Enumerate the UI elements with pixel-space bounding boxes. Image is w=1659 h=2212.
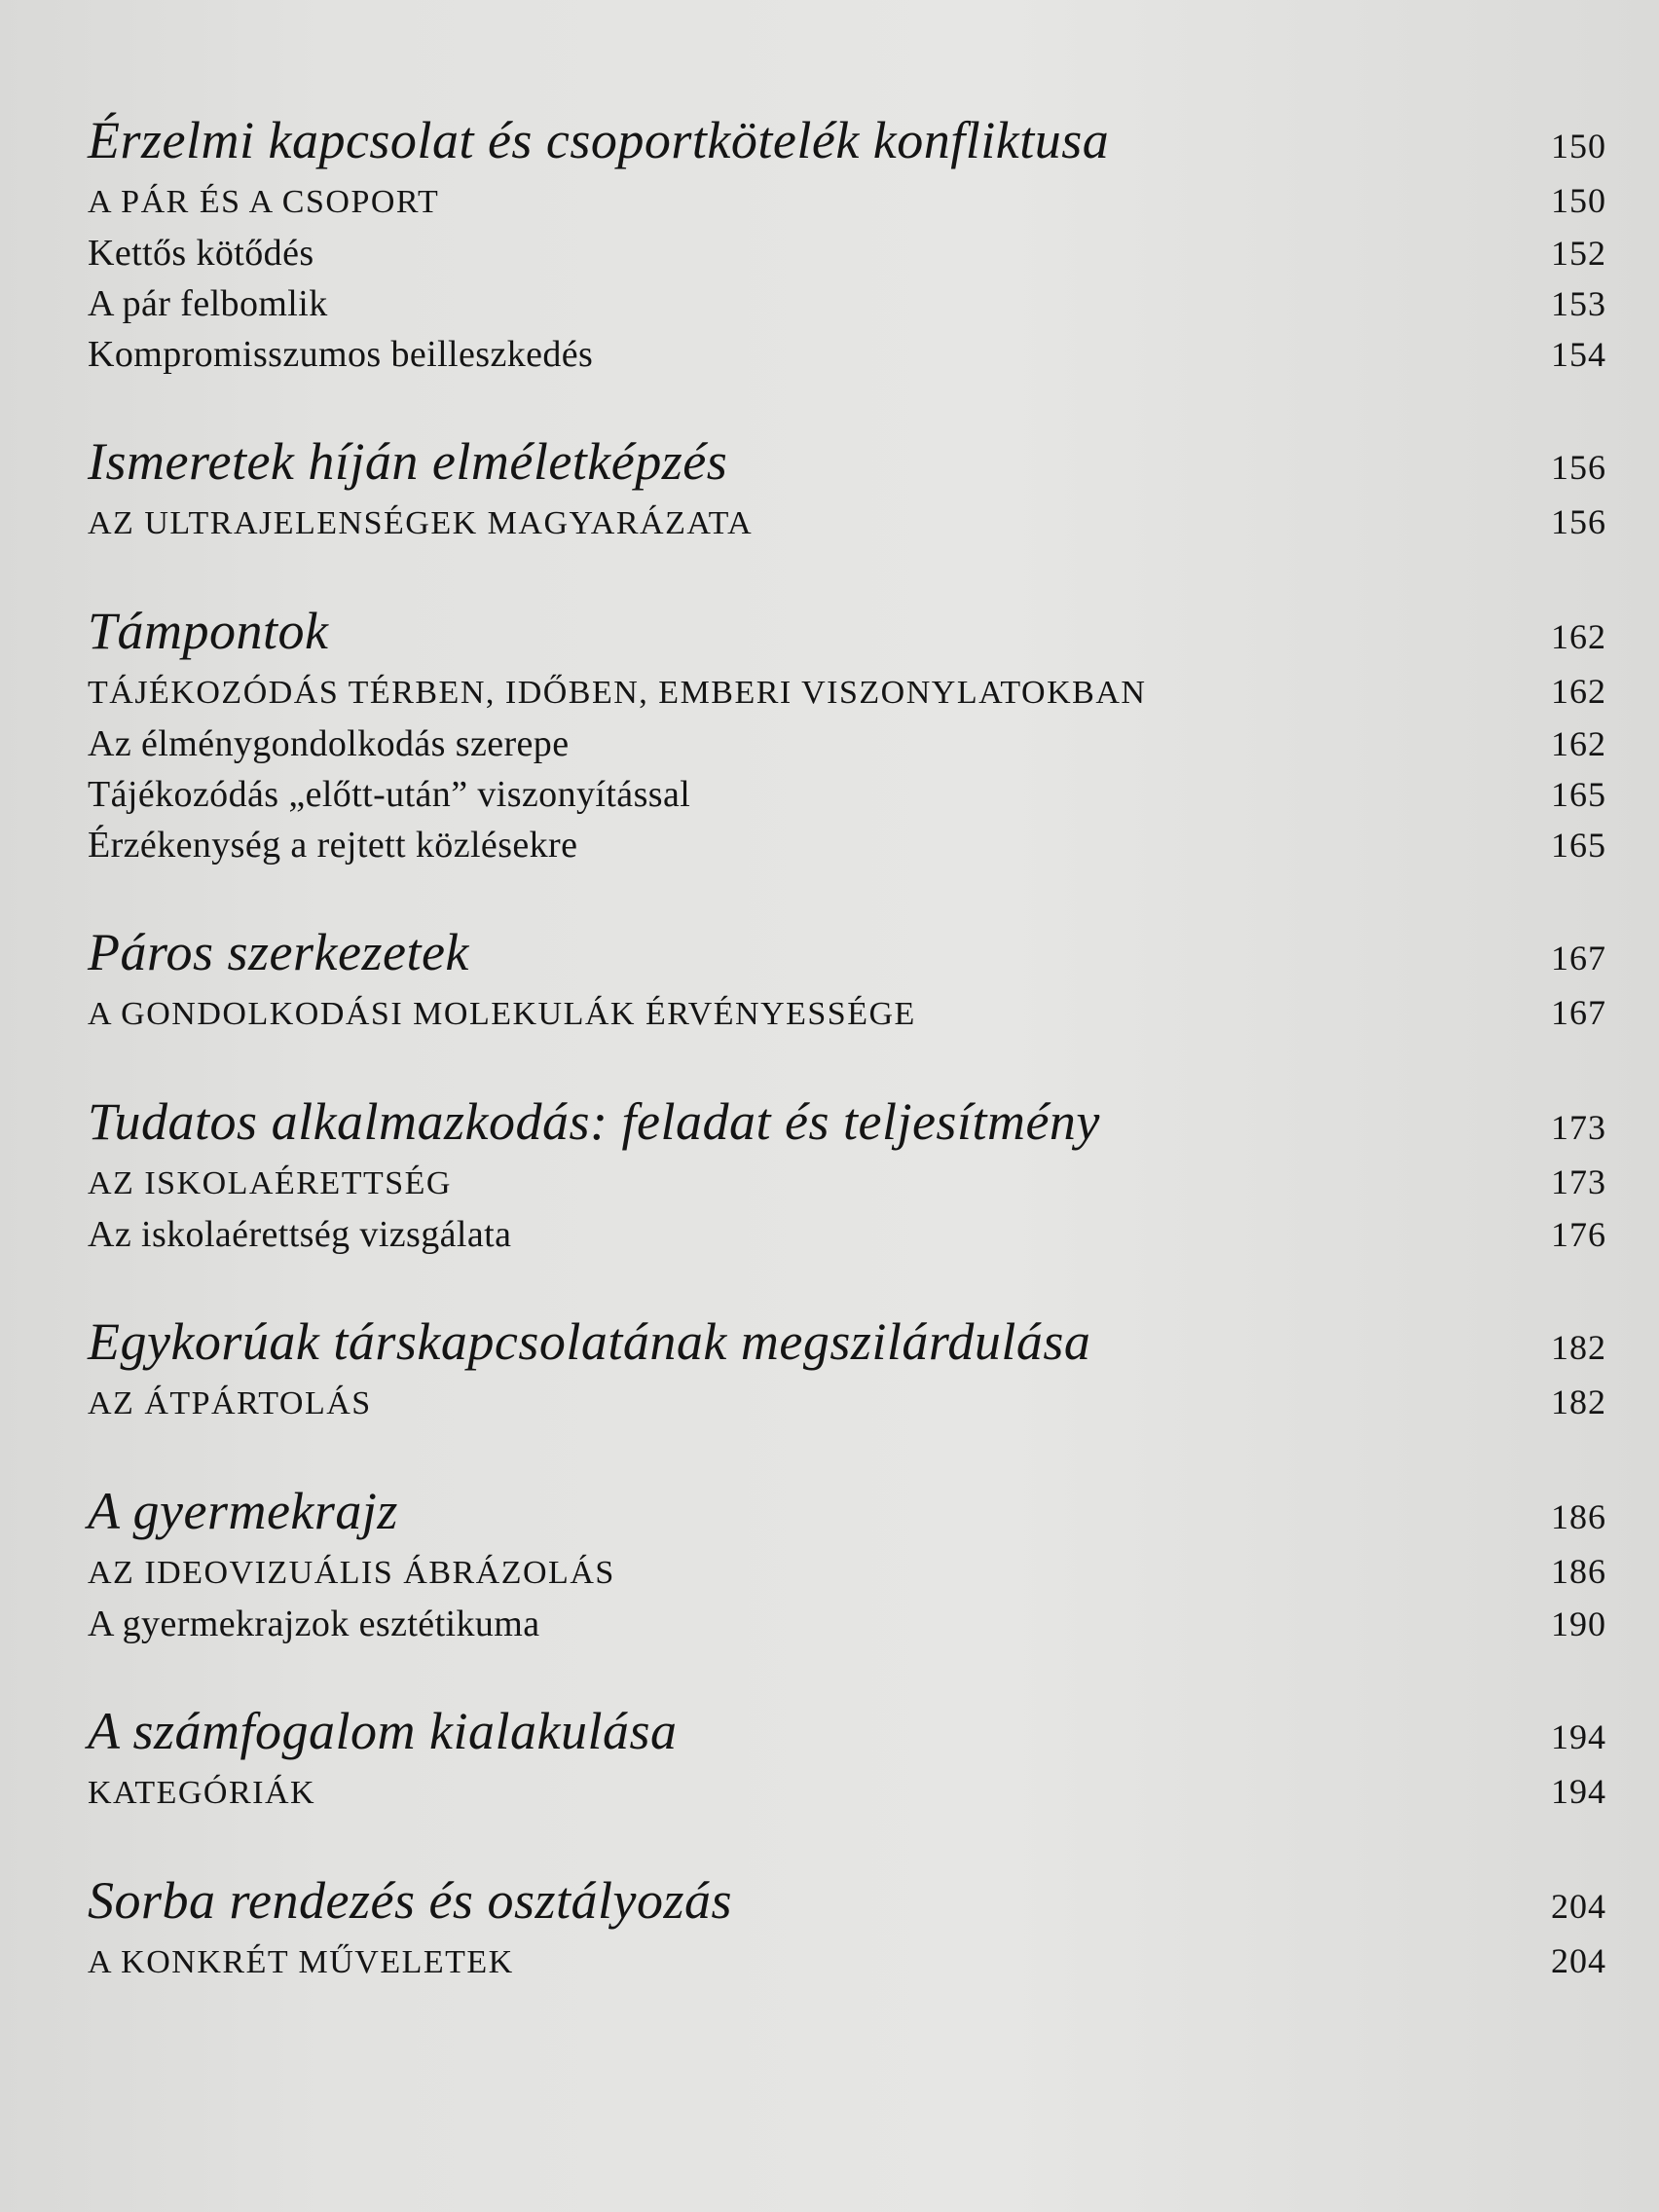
toc-section <box>88 1307 1606 1429</box>
toc-section <box>88 426 1606 549</box>
toc-entry <box>88 278 1606 329</box>
entry-text: A GONDOLKODÁSI MOLEKULÁK ÉRVÉNYESSÉGE <box>88 996 916 1032</box>
page-number: 167 <box>1551 993 1606 1032</box>
entry-text: Tájékozódás „előtt-után” viszonyítással <box>88 774 691 815</box>
page-number: 167 <box>1551 939 1606 977</box>
page-number: 152 <box>1551 234 1606 273</box>
section-title: Tudatos alkalmazkodás: feladat és teljesítmény <box>88 1092 1100 1151</box>
page-number: 165 <box>1551 826 1606 865</box>
entry-text: A KONKRÉT MŰVELETEK <box>88 1944 514 1980</box>
toc-entry <box>88 1936 1606 1988</box>
page-number: 150 <box>1551 127 1606 166</box>
page-number: 194 <box>1551 1772 1606 1811</box>
toc-section <box>88 1476 1606 1649</box>
section-heading <box>88 917 1606 987</box>
section-heading <box>88 1865 1606 1936</box>
page-number: 156 <box>1551 448 1606 487</box>
page-number: 165 <box>1551 775 1606 814</box>
toc-entry <box>88 769 1606 820</box>
entry-text: TÁJÉKOZÓDÁS TÉRBEN, IDŐBEN, EMBERI VISZONYLATOKBAN <box>88 675 1147 711</box>
page-number: 162 <box>1551 617 1606 656</box>
toc-section <box>88 917 1606 1040</box>
section-title: Ismeretek híján elméletképzés <box>88 432 728 491</box>
section-heading <box>88 426 1606 497</box>
toc-entry <box>88 1377 1606 1429</box>
page-number: 162 <box>1551 724 1606 763</box>
section-heading <box>88 1476 1606 1546</box>
page-number: 186 <box>1551 1497 1606 1536</box>
entry-text: AZ ULTRAJELENSÉGEK MAGYARÁZATA <box>88 505 754 541</box>
page-number: 173 <box>1551 1108 1606 1147</box>
entry-text: A gyermekrajzok esztétikuma <box>88 1604 540 1644</box>
toc-entry <box>88 228 1606 278</box>
page-number: 150 <box>1551 181 1606 220</box>
page-number: 186 <box>1551 1552 1606 1591</box>
entry-text: Kompromisszumos beilleszkedés <box>88 334 594 375</box>
toc-entry <box>88 1157 1606 1209</box>
page-number: 173 <box>1551 1162 1606 1201</box>
entry-text: AZ IDEOVIZUÁLIS ÁBRÁZOLÁS <box>88 1555 615 1591</box>
page-number: 156 <box>1551 502 1606 541</box>
toc-entry <box>88 1546 1606 1599</box>
toc-section <box>88 1865 1606 1988</box>
toc-entry <box>88 820 1606 870</box>
toc-entry <box>88 175 1606 228</box>
section-heading <box>88 1087 1606 1157</box>
entry-text: AZ ÁTPÁRTOLÁS <box>88 1385 372 1421</box>
section-heading <box>88 1696 1606 1766</box>
entry-text: Kettős kötődés <box>88 233 314 274</box>
toc-entry <box>88 329 1606 380</box>
toc-entry <box>88 666 1606 719</box>
entry-text: Az iskolaérettség vizsgálata <box>88 1214 512 1255</box>
section-title: Sorba rendezés és osztályozás <box>88 1871 732 1930</box>
section-heading <box>88 596 1606 666</box>
section-heading <box>88 105 1606 175</box>
entry-text: KATEGÓRIÁK <box>88 1775 316 1811</box>
table-of-contents <box>88 105 1606 2035</box>
toc-entry <box>88 497 1606 549</box>
page-number: 154 <box>1551 335 1606 374</box>
page-number: 194 <box>1551 1717 1606 1756</box>
section-title: Támpontok <box>88 602 329 660</box>
toc-section <box>88 1087 1606 1260</box>
section-title: Érzelmi kapcsolat és csoportkötelék konfliktusa <box>88 111 1110 169</box>
section-title: A számfogalom kialakulása <box>88 1702 678 1760</box>
entry-text: Érzékenység a rejtett közlésekre <box>88 825 578 866</box>
section-title: A gyermekrajz <box>88 1482 398 1540</box>
section-heading <box>88 1307 1606 1377</box>
entry-text: AZ ISKOLAÉRETTSÉG <box>88 1165 452 1201</box>
section-title: Egykorúak társkapcsolatának megszilárdulása <box>88 1312 1091 1371</box>
page-number: 204 <box>1551 1941 1606 1980</box>
entry-text: Az élménygondolkodás szerepe <box>88 723 570 764</box>
page-number: 182 <box>1551 1382 1606 1421</box>
entry-text: A pár felbomlik <box>88 283 328 324</box>
toc-entry <box>88 719 1606 769</box>
toc-section <box>88 1696 1606 1819</box>
page-number: 176 <box>1551 1215 1606 1254</box>
entry-text: A PÁR ÉS A CSOPORT <box>88 184 440 220</box>
toc-section <box>88 596 1606 870</box>
page-number: 204 <box>1551 1887 1606 1926</box>
page-number: 153 <box>1551 284 1606 323</box>
toc-section <box>88 105 1606 380</box>
section-title: Páros szerkezetek <box>88 923 469 981</box>
toc-entry <box>88 987 1606 1040</box>
page-number: 182 <box>1551 1328 1606 1367</box>
page-number: 190 <box>1551 1604 1606 1643</box>
toc-entry <box>88 1599 1606 1649</box>
toc-entry <box>88 1766 1606 1819</box>
page-number: 162 <box>1551 672 1606 711</box>
toc-entry <box>88 1209 1606 1260</box>
